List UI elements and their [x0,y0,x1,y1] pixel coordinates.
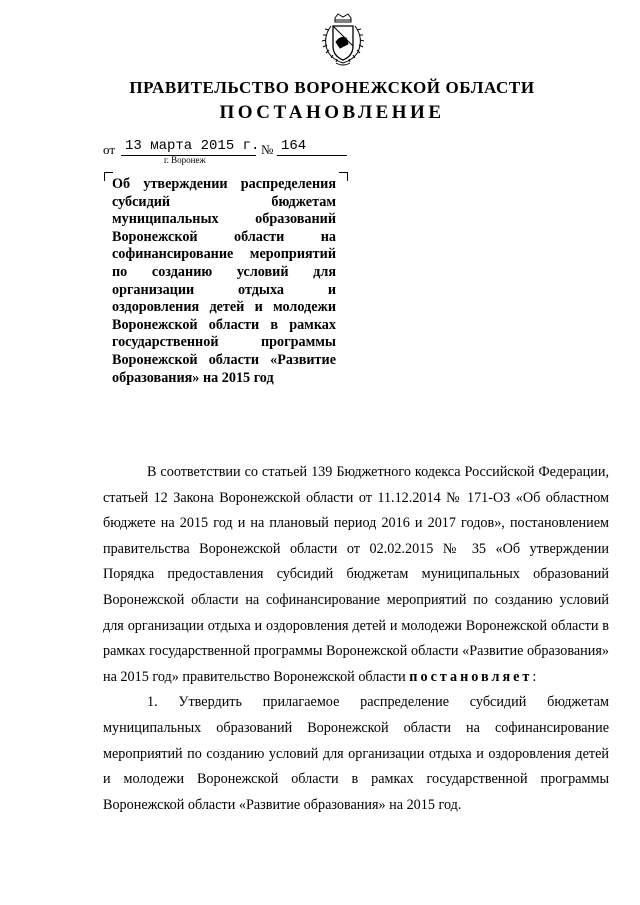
number-value: 164 [281,138,307,154]
document-type: ПОСТАНОВЛЕНИЕ [219,102,445,123]
date-value: 13 марта 2015 г. [125,138,260,154]
resolves-subject: правительство Воронежской области [182,668,406,685]
number-label: № [261,142,274,157]
resolves-colon: : [532,668,537,685]
title-bracket-right [339,172,348,181]
document-body [103,460,609,818]
document-title: Об утверждении распределения субсидий бюджетам муниципальных образований Воронежской области на софинансирование мероприятий по созданию условий для организации отдыха и оздоровления детей и молодежи Воронежской области в рамках государственной программы Воронежской области «Развитие образования» на 2015 год [112,176,336,386]
coat-of-arms-icon [318,12,368,68]
preamble-text: В соответствии со статьей 139 Бюджетного кодекса Российской Федерации, статьей 12 Закона Воронежской области от 11.12.2014 № 171-ОЗ «Об областном бюджете на 2015 год и на плановый период 2016 и 2017 годов», постановлением правительства Воронежской области от 02.02.2015 № 35 «Об утверждении Порядка предоставления субсидий бюджетам муниципальных образований Воронежской области на софинансирование мероприятий по созданию условий для организации отдыха и оздоровления детей и молодежи Воронежской области в рамках государственной программы Воронежской области «Развитие образования» на 2015 год» [103,464,609,685]
date-label: от [103,142,116,157]
preamble-paragraph [103,460,609,690]
organization-name: ПРАВИТЕЛЬСТВО ВОРОНЕЖСКОЙ ОБЛАСТИ [129,78,535,97]
number-underline [277,155,347,156]
item-1-paragraph: 1. Утвердить прилагаемое распределение субсидий бюджетам муниципальных образований Воронежской области на софинансирование мероприятий по созданию условий для организации отдыха и оздоровления детей и молодежи Воронежской области в рамках государственной программы Воронежской области «Развитие образования» на 2015 год. [103,694,609,813]
city: г. Воронеж [164,155,206,165]
resolves-verb: постановляет [409,668,533,685]
